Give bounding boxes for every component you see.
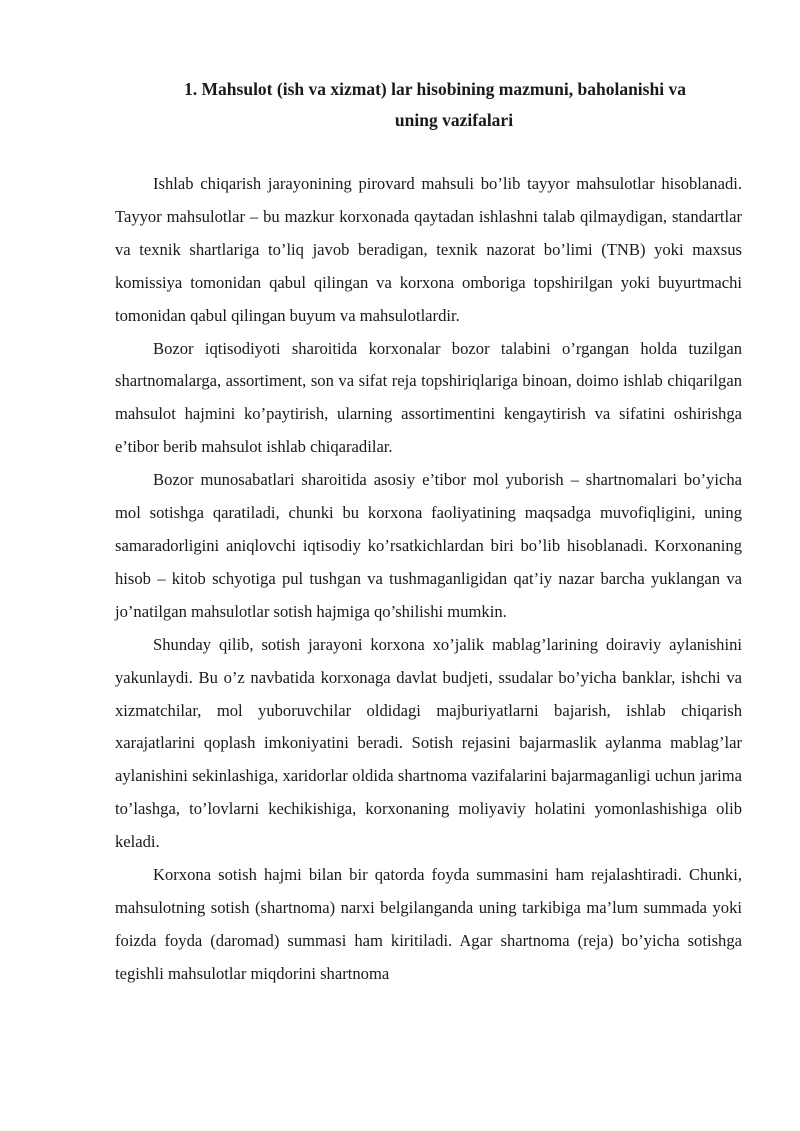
paragraph-1: Ishlab chiqarish jarayonining pirovard mahsuli bo’lib tayyor mahsulotlar hisoblanadi. Tayyor mahsulotlar – bu mazkur korxonada qaytadan ishlashni talab qilmaydigan, standartlar va texnik shartlariga to’liq javob beradigan, texnik nazorat bo’limi (TNB) yoki maxsus komissiya tomonidan qabul qilingan va korxona omboriga topshirilgan yoki buyurtmachi tomonidan qabul qilingan buyum va mahsulotlardir. xyxy=(115,174,742,325)
section-heading-line-1: 1. Mahsulot (ish va xizmat) lar hisobining mazmuni, baholanishi va xyxy=(184,79,686,99)
section-heading-line-2: uning vazifalari xyxy=(394,110,514,130)
paragraph-4: Shunday qilib, sotish jarayoni korxona xo’jalik mablag’larining doiraviy aylanishini yakunlaydi. Bu o’z navbatida korxonaga davlat budjeti, ssudalar bo’yicha banklar, ishchi va xizmatchilar, mol yuboruvchilar oldidagi majburiyatlarni bajarish, ishlab chiqarish xarajatlarini qoplash imkoniyatini beradi. Sotish rejasini bajarmaslik aylanma mablag’lar aylanishini sekinlashiga, xaridorlar oldida shartnoma vazifalarini bajarmaganligi uchun jarima to’lashga, to’lovlarni kechikishiga, korxonaning moliyaviy holatini yomonlashishiga olib keladi. xyxy=(115,634,742,852)
paragraph-5: Korxona sotish hajmi bilan bir qatorda foyda summasini ham rejalashtiradi. Chunki, mahsulotning sotish (shartnoma) narxi belgilanganda uning tarkibiga ma’lum summada yoki foizda foyda (daromad) summasi ham kiritiladi. Agar shartnoma (reja) bo’yicha sotishga tegishli mahsulotlar miqdorini shartnoma xyxy=(115,865,742,983)
section-heading xyxy=(118,74,742,136)
body-text xyxy=(115,168,742,991)
paragraph-2: Bozor iqtisodiyoti sharoitida korxonalar bozor talabini o’rgangan holda tuzilgan shartnomalarga, assortiment, son va sifat reja topshiriqlariga binoan, doimo ishlab chiqarilgan mahsulot hajmini ko’paytirish, ularning assortimentini kengaytirish va sifatini oshirishga e’tibor berib mahsulot ishlab chiqaradilar. xyxy=(115,338,742,457)
paragraph-3: Bozor munosabatlari sharoitida asosiy e’tibor mol yuborish – shartnomalari bo’yicha mol sotishga qaratiladi, chunki bu korxona faoliyatining maqsadga muvofiqligini, uning samaradorligini aniqlovchi iqtisodiy ko’rsatkichlardan biri bo’lib hisoblanadi. Korxonaning hisob – kitob schyotiga pul tushgan va tushmaganligidan qat’iy nazar barcha yuklangan va jo’natilgan mahsulotlar sotish hajmiga qo’shilishi mumkin. xyxy=(115,470,742,621)
